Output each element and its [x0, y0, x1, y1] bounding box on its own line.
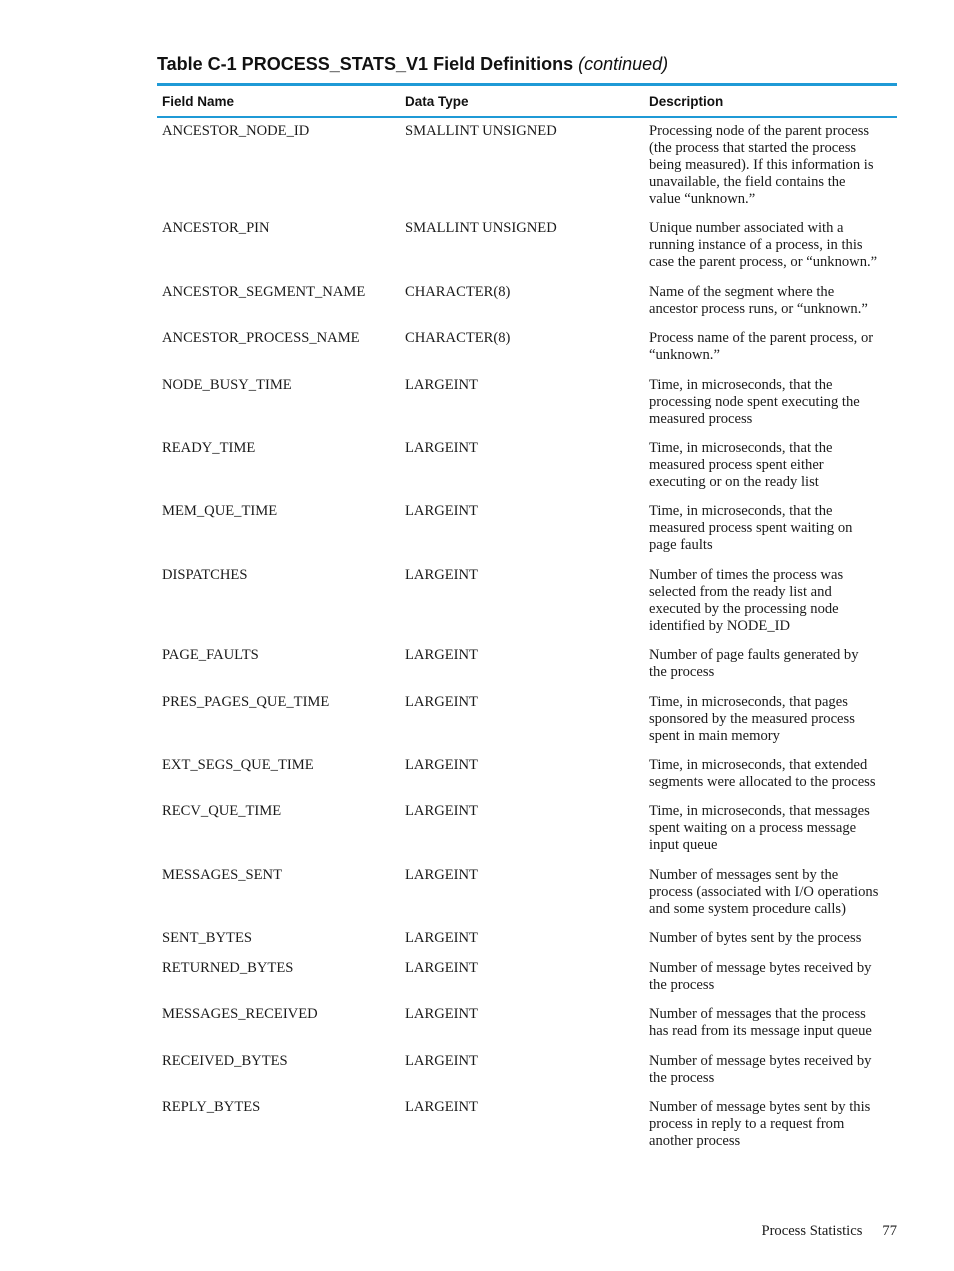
data-type-cell: LARGEINT — [405, 503, 478, 519]
description-line: segments were allocated to the process — [649, 774, 876, 790]
data-type-cell: LARGEINT — [405, 567, 478, 583]
description-line: Time, in microseconds, that the — [649, 503, 833, 519]
field-name-cell: NODE_BUSY_TIME — [162, 377, 292, 393]
description-cell — [649, 803, 899, 854]
data-type-cell: LARGEINT — [405, 1053, 478, 1069]
table-caption-continued: (continued) — [578, 54, 669, 74]
data-type-cell: CHARACTER(8) — [405, 284, 511, 300]
description-line: Number of bytes sent by the process — [649, 930, 862, 946]
field-name-cell: RETURNED_BYTES — [162, 960, 294, 976]
field-name-cell: ANCESTOR_PROCESS_NAME — [162, 330, 360, 346]
description-line: case the parent process, or “unknown.” — [649, 254, 878, 270]
description-line: Time, in microseconds, that the — [649, 440, 833, 456]
field-name-cell: MESSAGES_SENT — [162, 867, 283, 883]
header-description: Description — [649, 94, 724, 109]
description-cell — [649, 1099, 899, 1150]
description-cell — [649, 867, 899, 918]
field-name-cell: PAGE_FAULTS — [162, 647, 259, 663]
description-line: Processing node of the parent process — [649, 123, 870, 139]
description-line: (the process that started the process — [649, 140, 857, 156]
data-type-cell: SMALLINT UNSIGNED — [405, 123, 557, 139]
description-line: Number of message bytes received by — [649, 1053, 872, 1069]
description-line: spent in main memory — [649, 728, 780, 744]
data-type-cell: LARGEINT — [405, 377, 478, 393]
data-type-cell: LARGEINT — [405, 647, 478, 663]
description-line: Number of page faults generated by — [649, 647, 859, 663]
data-type-cell: CHARACTER(8) — [405, 330, 511, 346]
description-line: Time, in microseconds, that the — [649, 377, 833, 393]
description-cell — [649, 377, 899, 428]
data-type-cell: LARGEINT — [405, 1006, 478, 1022]
description-cell — [649, 123, 899, 208]
page-number: 77 — [882, 1223, 897, 1239]
field-name-cell: DISPATCHES — [162, 567, 248, 583]
header-data-type: Data Type — [405, 94, 469, 109]
field-name-cell: READY_TIME — [162, 440, 256, 456]
description-line: processing node spent executing the — [649, 394, 860, 410]
description-cell — [649, 1006, 899, 1040]
description-cell — [649, 567, 899, 635]
description-line: the process — [649, 664, 715, 680]
description-line: measured process spent waiting on — [649, 520, 853, 536]
description-line: selected from the ready list and — [649, 584, 832, 600]
table-top-rule — [157, 83, 897, 86]
header-field-name: Field Name — [162, 94, 235, 109]
description-line: Number of messages sent by the — [649, 867, 839, 883]
description-cell — [649, 757, 899, 791]
table-caption-title: Table C-1 PROCESS_STATS_V1 Field Definitions — [157, 54, 574, 74]
page-footer — [761, 1223, 897, 1240]
description-line: and some system procedure calls) — [649, 901, 846, 917]
description-line: has read from its message input queue — [649, 1023, 872, 1039]
field-name-cell: MESSAGES_RECEIVED — [162, 1006, 318, 1022]
description-line: Time, in microseconds, that pages — [649, 694, 848, 710]
description-line: input queue — [649, 837, 718, 853]
table-header — [157, 92, 897, 114]
field-name-cell: RECV_QUE_TIME — [162, 803, 282, 819]
description-line: spent waiting on a process message — [649, 820, 857, 836]
description-line: Number of message bytes received by — [649, 960, 872, 976]
description-line: Time, in microseconds, that messages — [649, 803, 870, 819]
description-line: page faults — [649, 537, 713, 553]
data-type-cell: LARGEINT — [405, 440, 478, 456]
description-cell — [649, 220, 899, 271]
description-cell — [649, 440, 899, 491]
data-type-cell: LARGEINT — [405, 694, 478, 710]
field-name-cell: EXT_SEGS_QUE_TIME — [162, 757, 314, 773]
description-line: Unique number associated with a — [649, 220, 844, 236]
description-line: Process name of the parent process, or — [649, 330, 874, 346]
description-line: running instance of a process, in this — [649, 237, 863, 253]
description-line: ancestor process runs, or “unknown.” — [649, 301, 868, 317]
field-name-cell: ANCESTOR_PIN — [162, 220, 270, 236]
description-line: the process — [649, 977, 715, 993]
field-name-cell: ANCESTOR_SEGMENT_NAME — [162, 284, 366, 300]
description-line: unavailable, the field contains the — [649, 174, 846, 190]
description-cell — [649, 1053, 899, 1087]
description-line: value “unknown.” — [649, 191, 756, 207]
field-name-cell: ANCESTOR_NODE_ID — [162, 123, 310, 139]
description-line: executed by the processing node — [649, 601, 839, 617]
description-cell — [649, 694, 899, 745]
description-line: the process — [649, 1070, 715, 1086]
description-cell — [649, 930, 899, 947]
field-name-cell: PRES_PAGES_QUE_TIME — [162, 694, 330, 710]
table-caption — [157, 54, 668, 75]
description-line: Time, in microseconds, that extended — [649, 757, 868, 773]
description-line: process in reply to a request from — [649, 1116, 845, 1132]
description-line: identified by NODE_ID — [649, 618, 791, 634]
field-name-cell: RECEIVED_BYTES — [162, 1053, 288, 1069]
footer-section-title: Process Statistics — [761, 1223, 863, 1239]
data-type-cell: LARGEINT — [405, 757, 478, 773]
description-line: measured process — [649, 411, 753, 427]
description-line: executing or on the ready list — [649, 474, 819, 490]
description-cell — [649, 960, 899, 994]
data-type-cell: SMALLINT UNSIGNED — [405, 220, 557, 236]
field-name-cell: MEM_QUE_TIME — [162, 503, 278, 519]
table-header-rule — [157, 116, 897, 118]
description-line: Number of messages that the process — [649, 1006, 866, 1022]
data-type-cell: LARGEINT — [405, 960, 478, 976]
field-name-cell: SENT_BYTES — [162, 930, 252, 946]
data-type-cell: LARGEINT — [405, 803, 478, 819]
description-cell — [649, 503, 899, 554]
description-line: sponsored by the measured process — [649, 711, 855, 727]
description-cell — [649, 647, 899, 681]
data-type-cell: LARGEINT — [405, 1099, 478, 1115]
description-line: process (associated with I/O operations — [649, 884, 879, 900]
description-line: measured process spent either — [649, 457, 824, 473]
description-line: “unknown.” — [649, 347, 720, 363]
data-type-cell: LARGEINT — [405, 867, 478, 883]
data-type-cell: LARGEINT — [405, 930, 478, 946]
description-line: being measured). If this information is — [649, 157, 874, 173]
description-line: Number of message bytes sent by this — [649, 1099, 871, 1115]
description-line: Name of the segment where the — [649, 284, 835, 300]
description-line: another process — [649, 1133, 741, 1149]
description-line: Number of times the process was — [649, 567, 844, 583]
description-cell — [649, 284, 899, 318]
field-name-cell: REPLY_BYTES — [162, 1099, 261, 1115]
description-cell — [649, 330, 899, 364]
